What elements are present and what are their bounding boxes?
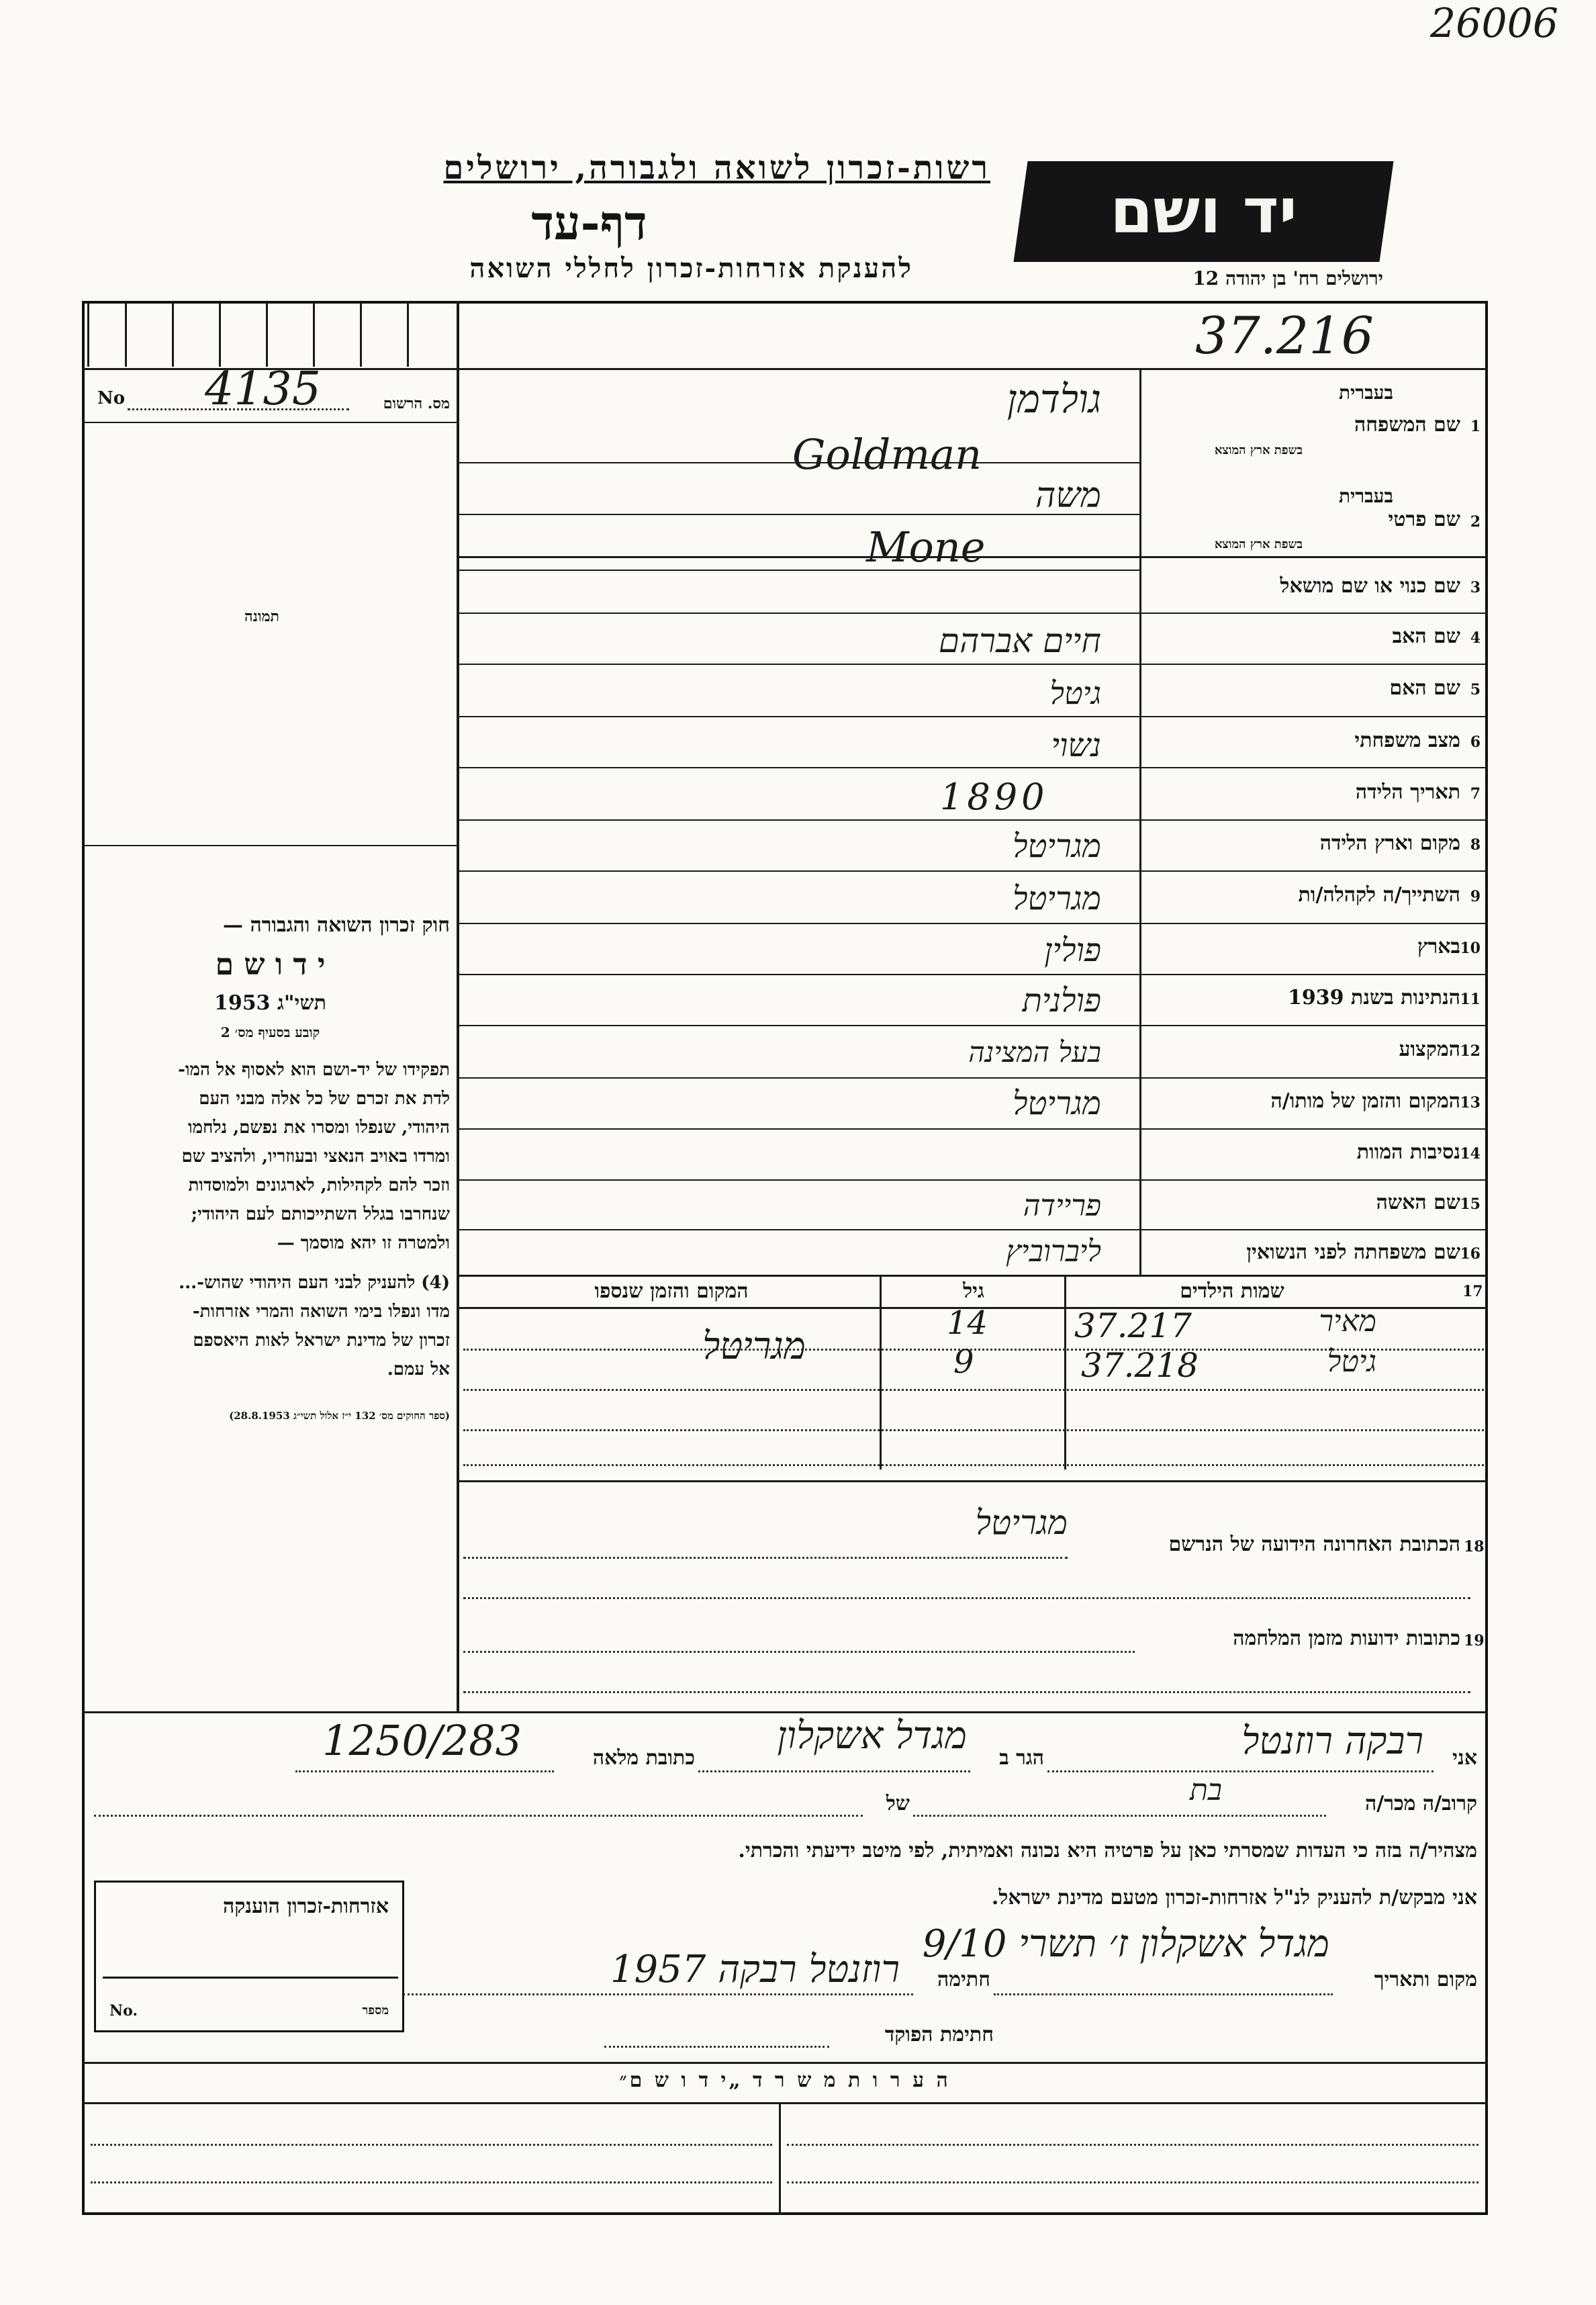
declaration-request: אני מבקש/ת להעניק לנ"ל אזרחות-זכרון מטעם מדינת ישראל. [991,1886,1477,1909]
field-number: 4 [1470,629,1481,647]
law-section [91,913,450,1422]
wartime-addresses-label: כתובות ידועות מזמן המלחמה [1233,1627,1460,1650]
father-name-value: חיים אברהם [938,621,1101,660]
surname-latin-value: Goldman [792,430,982,479]
code-boxes [87,304,454,367]
child-ref: 37.217 [1074,1306,1192,1345]
field-number: 16 [1460,1245,1481,1263]
place-date-label: מקום ותאריך [1374,1968,1477,1991]
child-age: 14 [947,1304,988,1342]
resides-label: הגר ב [999,1746,1044,1770]
field-row-birthplace [1145,821,1481,868]
field-label: שם המשפחה [1354,413,1460,437]
birthdate-value: 1890 [940,776,1049,818]
field-label: שם משפחתה לפני הנשואין [1246,1240,1460,1264]
signature-value: רוזנטל רבקה 1957 [610,1948,900,1991]
field-row-occupation [1145,1028,1481,1075]
maiden-name-value: ליברוביץ [1006,1234,1101,1269]
law-text-line: היהודי, שנפלו ומסרו את נפשם, נלחמו [187,1118,450,1138]
field-row-country [1145,925,1481,972]
field-number: 2 [1470,513,1481,531]
field-number: 5 [1470,681,1481,698]
law-text-line: מדו ונפלו בימי השואה והמרי אזרחות- [192,1302,450,1322]
field-label: המקום והזמן של מותו/ה [1270,1089,1460,1113]
memorial-box-title: אזרחות-זכרון הוענקה [222,1895,389,1918]
law-name: י ד ו ש ם [215,948,326,982]
field-number: 3 [1470,579,1481,596]
law-text-line: וזכר להם לקהילות, לארגונים ולמוסדות [188,1175,450,1195]
field-number: 7 [1470,785,1481,803]
field-sub-hebrew: בעברית [1338,485,1393,507]
signature-label: חתימה [937,1968,990,1991]
authority-title: רשות-זכרון לשואה ולגבורה, ירושלים [443,149,990,187]
of-label: של [886,1792,910,1815]
surname-hebrew-value: גולדמן [1006,376,1101,422]
child-name: גיטל [1327,1345,1376,1379]
law-year: תשי"ג 1953 [214,991,326,1015]
field-label: שם האשה [1376,1191,1460,1214]
reference-number: 37.216 [1195,306,1374,365]
relative-label: קרוב/ה מכר/ה [1365,1792,1477,1815]
field-label: המקצוע [1399,1038,1460,1061]
mother-name-value: גיטל [1049,675,1101,711]
memorial-box-number-label: מספר [362,2003,389,2018]
form-subtitle: להענקת אזרחות-זכרון לחללי השואה [469,253,913,284]
first-name-hebrew-value: משה [1035,476,1101,516]
place-date-value: מגדל אשקלון ז׳ תשרי 9/10 [922,1922,1329,1966]
occupation-value: בעל המצינה [968,1036,1101,1069]
field-row-first-name [1145,463,1481,557]
field-number: 19 [1464,1632,1485,1649]
children-age-header: גיל [963,1279,984,1303]
memorial-box-no: No. [109,2002,138,2020]
field-label: מקום וארץ הלידה [1319,831,1460,855]
children-names-header: שמות הילדים [1180,1279,1284,1303]
field-sub-origin: בשפת ארץ המוצא [1214,443,1303,457]
field-sub-hebrew: בעברית [1338,381,1393,404]
field-label: השתייך/ה לקהלה/ות [1298,883,1460,907]
office-notes-header: ה ע ר ו ת מ ש ר ד „י ד ו ש ם״ [619,2069,951,2092]
field-row-nationality [1145,976,1481,1023]
field-row-marital [1145,719,1481,766]
field-sub-origin: בשפת ארץ המוצא [1214,537,1303,551]
yad-vashem-logo [1013,161,1393,262]
full-address-label: כתובת מלאה [592,1746,695,1770]
field-number: 9 [1470,888,1481,905]
form-title: דף-עד [531,195,647,251]
country-value: פולין [1044,932,1101,969]
field-row-community [1145,873,1481,920]
memorial-citizenship-box [94,1881,404,2032]
field-label: תאריך הלידה [1355,780,1460,804]
full-address-value: 1250/283 [322,1716,522,1765]
field-number: 10 [1460,940,1481,957]
field-label: שם פרטי [1388,508,1460,531]
field-row-maiden-name [1145,1230,1481,1273]
field-number: 11 [1460,991,1481,1008]
declarant-name: רבקה רוזנטל [1241,1719,1423,1763]
law-text-line: שנחרבו בגלל השתייכותם לעם היהודי; [191,1204,450,1224]
child-ref: 37.218 [1081,1346,1199,1385]
reg-no-prefix: No [97,388,126,408]
wife-name-value: פריידה [1023,1189,1101,1223]
marital-status-value: נשוי [1051,727,1101,764]
field-label: בארץ [1417,935,1460,958]
law-text-line: זכרון של מדינת ישראל לאות היאספם [193,1330,450,1351]
law-clause: קובע בסעיף מס׳ 2 [220,1024,320,1040]
field-row-mother [1145,666,1481,713]
last-address-value: מגריטל [975,1503,1068,1542]
children-place-value: מגריטל [702,1324,806,1368]
declaration-statement: מצהיר/ה בזה כי העדות שמסרתי כאן על פרטיה היא נכונה ואמיתית, לפי מיטב ידיעתי והכרתי. [738,1839,1477,1862]
death-place-value: מגריטל [1013,1085,1101,1122]
reg-label: מס. הרשום [383,395,450,412]
first-name-latin-value: Mone [866,523,986,572]
field-label: מצב משפחתי [1354,729,1460,752]
field-number: 15 [1460,1195,1481,1213]
field-number: 1 [1470,418,1481,435]
relation-value: בת [1189,1773,1222,1807]
declarant-label: אני [1452,1746,1477,1770]
law-text-line: אל עמם. [387,1359,450,1380]
child-age: 9 [953,1343,974,1381]
officer-signature-label: חתימת הפוקד [884,2023,994,2046]
registration-number: 4135 [205,363,322,416]
field-label: הנתינות בשנת 1939 [1287,986,1460,1009]
field-label: שם כנוי או שם מושאל [1280,574,1460,598]
law-text-line: לדת את זכרם של כל אלה מבני העם [199,1089,450,1109]
field-row-father [1145,615,1481,662]
last-address-label: הכתובת האחרונה הידועה של הנרשם [1168,1533,1460,1556]
law-text-line: ולמטרה זו יהא מוסמך — [277,1233,450,1253]
field-row-wife [1145,1181,1481,1228]
field-row-death-circumstances [1145,1130,1481,1177]
field-number: 14 [1460,1145,1481,1163]
field-row-alias [1145,564,1481,611]
birthplace-value: מגריטל [1013,827,1101,865]
nationality-value: פולנית [1022,982,1101,1020]
header-address: ירושלים רח' בן יהודה 12 [1192,267,1383,289]
declarant-city: מגדל אשקלון [777,1714,967,1758]
corner-number: 26006 [1430,0,1558,47]
field-row-death [1145,1079,1481,1126]
field-number: 18 [1464,1538,1485,1555]
law-text-line: תפקידו של יד-ושם הוא לאסוף אל המו- [178,1060,450,1080]
law-title: חוק זכרון השואה והגבורה — [223,913,450,937]
field-label: נסיבות המוות [1356,1140,1460,1164]
law-reference: (ספר החוקים מס׳ 132 י״ז אלול תשי״ג 28.8.1953) [229,1410,450,1422]
field-label: שם האם [1389,676,1460,700]
community-value: מגריטל [1013,880,1101,917]
law-text-line: ומרדו באויב הנאצי ובעוזריו, ולהציב שם [181,1146,450,1167]
children-place-header: המקום והזמן שנספו [594,1279,749,1303]
children-number: 17 [1462,1283,1483,1300]
field-number: 6 [1470,733,1481,751]
law-text-line: (4) להעניק לבני העם היהודי שהוש-... [179,1273,450,1293]
logo-text: יד ושם [1110,175,1297,247]
field-number: 12 [1460,1042,1481,1060]
field-row-birthdate [1145,770,1481,817]
photo-label: תמונה [244,608,279,625]
field-label: שם האב [1392,625,1460,648]
child-name: מאיר [1319,1304,1376,1339]
field-number: 13 [1460,1094,1481,1112]
field-number: 8 [1470,836,1481,854]
